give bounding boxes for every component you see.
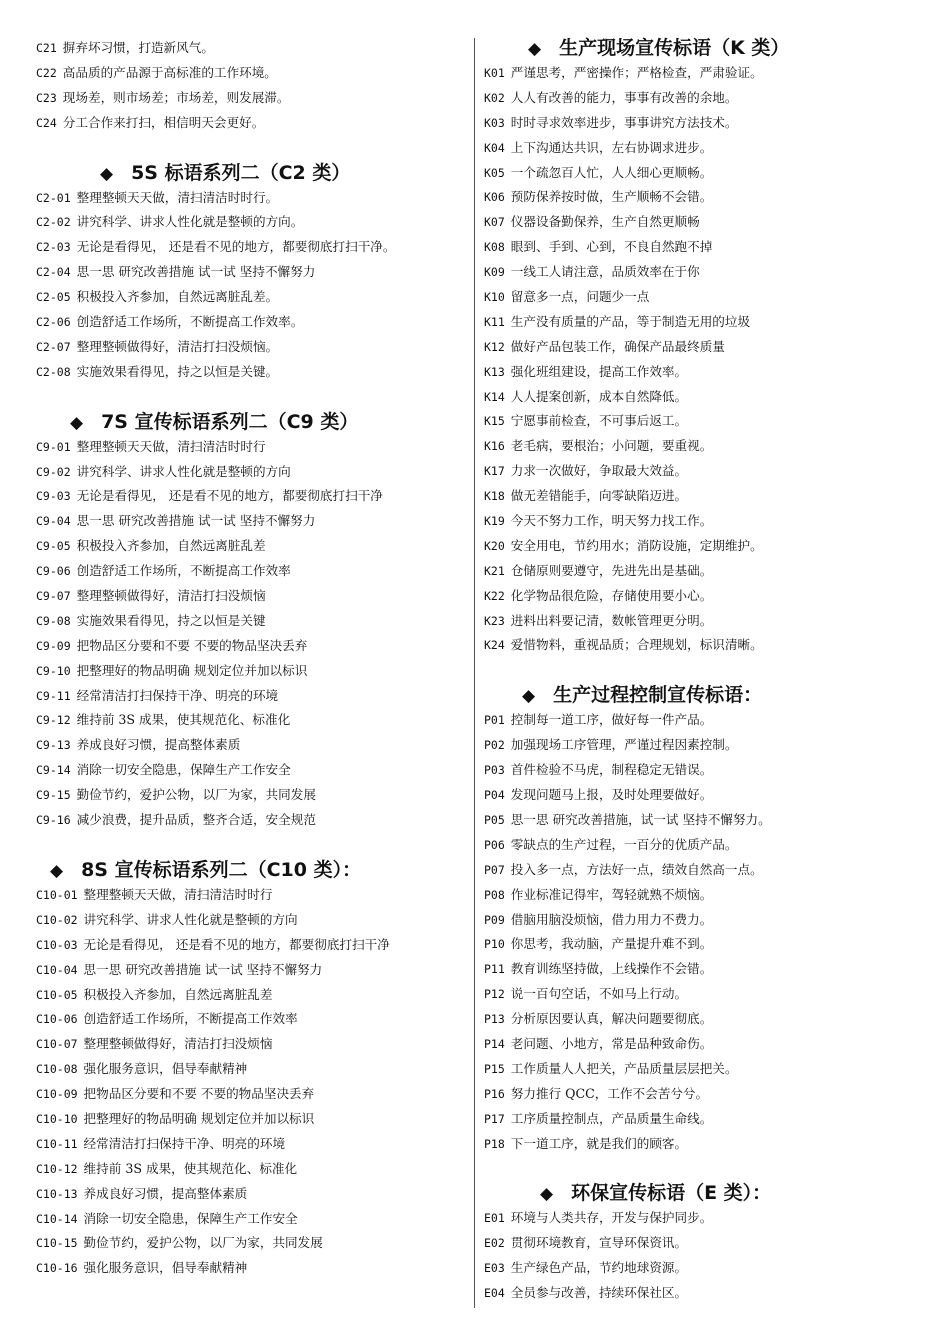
- slogan-text: 思一思 研究改善措施 试一试 坚持不懈努力: [83, 961, 323, 977]
- slogan-text: 维持前 3S 成果，使其规范化、标准化: [83, 1160, 298, 1176]
- slogan-text: 一个疏忽百人忙，人人细心更顺畅。: [510, 164, 713, 180]
- slogan-code: C2-01: [36, 190, 71, 205]
- slogan-code: C22: [36, 65, 57, 80]
- slogan-code: C23: [36, 90, 57, 105]
- slogan-text: 时时寻求效率进步，事事讲究方法技术。: [510, 114, 738, 130]
- slogan-code: K02: [484, 90, 505, 105]
- slogan-code: P15: [484, 1061, 505, 1076]
- diamond-bullet-icon: ◆: [540, 1184, 554, 1205]
- slogan-code: K13: [484, 364, 505, 379]
- slogan-item: [484, 1082, 924, 1107]
- slogan-item: [36, 883, 466, 908]
- slogan-code: K09: [484, 265, 505, 280]
- slogan-item: [36, 958, 466, 983]
- slogan-text: 生产绿色产品，节约地球资源。: [510, 1260, 688, 1276]
- slogan-item: [484, 758, 924, 783]
- section-heading: [36, 858, 466, 883]
- slogan-code: P18: [484, 1136, 505, 1151]
- slogan-code: K16: [484, 439, 505, 454]
- slogan-item: [484, 733, 924, 758]
- slogan-code: C9-03: [36, 489, 71, 504]
- slogan-item: [484, 609, 924, 634]
- slogan-code: K06: [484, 190, 505, 205]
- slogan-item: [36, 210, 466, 235]
- slogan-text: 严谨思考，严密操作；严格检查，严肃验证。: [510, 65, 763, 80]
- slogan-item: [36, 260, 466, 285]
- slogan-item: [36, 534, 466, 559]
- slogan-text: 作业标准记得牢，驾轻就熟不烦恼。: [510, 886, 713, 902]
- slogan-code: K15: [484, 414, 505, 429]
- slogan-text: 养成良好习惯，提高整体素质: [83, 1185, 248, 1201]
- slogan-code: P07: [484, 862, 505, 877]
- slogan-item: [484, 285, 924, 310]
- slogan-text: 努力推行 QCC，工作不会苦兮兮。: [510, 1085, 709, 1101]
- slogan-code: P08: [484, 887, 505, 902]
- slogan-text: 积极投入齐参加，自然远离脏乱差: [83, 986, 273, 1002]
- slogan-code: P14: [484, 1036, 505, 1051]
- slogan-code: C24: [36, 115, 57, 130]
- slogan-item: [484, 1256, 924, 1281]
- slogan-text: 勤俭节约，爱护公物，以厂为家，共同发展: [76, 787, 316, 803]
- section-heading-text: 7S 宣传标语系列二（C9 类）: [101, 410, 359, 433]
- slogan-text: 讲究科学、讲求人性化就是整顿的方向。: [76, 214, 304, 230]
- slogan-item: [484, 210, 924, 235]
- slogan-text: 整理整顿天天做，清扫清洁时时行: [83, 886, 273, 902]
- slogan-code: K21: [484, 563, 505, 578]
- slogan-text: 整理整顿天天做，清扫清洁时时行。: [76, 189, 279, 205]
- section-gap: [36, 385, 466, 410]
- slogan-text: 爱惜物料，重视品质；合理规划，标识清晰。: [510, 637, 763, 653]
- slogan-item: [36, 310, 466, 335]
- slogan-text: 创造舒适工作场所，不断提高工作效率: [83, 1011, 298, 1027]
- slogan-item: [36, 235, 466, 260]
- slogan-code: C10-14: [36, 1211, 78, 1226]
- slogan-code: C9-06: [36, 564, 71, 579]
- slogan-text: 仓储原则要遵守，先进先出是基础。: [510, 562, 713, 578]
- right-column: [484, 36, 924, 1306]
- slogan-text: 经常清洁打扫保持干净、明亮的环境: [76, 687, 279, 703]
- slogan-code: P11: [484, 962, 505, 977]
- slogan-code: C10-07: [36, 1037, 78, 1052]
- slogan-text: 下一道工序，就是我们的顾客。: [510, 1135, 688, 1151]
- slogan-item: [36, 484, 466, 509]
- slogan-code: C9-08: [36, 613, 71, 628]
- slogan-item: [36, 435, 466, 460]
- slogan-text: 一线工人请注意，品质效率在于你: [510, 264, 700, 280]
- slogan-item: [36, 1057, 466, 1082]
- slogan-item: [484, 1032, 924, 1057]
- slogan-code: P04: [484, 788, 505, 803]
- slogan-code: P12: [484, 987, 505, 1002]
- slogan-code: C9-04: [36, 514, 71, 529]
- slogan-item: [36, 1231, 466, 1256]
- slogan-item: [484, 584, 924, 609]
- slogan-code: P10: [484, 937, 505, 952]
- section-gap: [36, 136, 466, 161]
- slogan-code: C10-16: [36, 1261, 78, 1276]
- slogan-item: [36, 1132, 466, 1157]
- slogan-text: 上下沟通达共识，左右协调求进步。: [510, 139, 713, 155]
- slogan-item: [36, 758, 466, 783]
- slogan-code: K05: [484, 165, 505, 180]
- slogan-code: C10-08: [36, 1062, 78, 1077]
- slogan-code: K18: [484, 489, 505, 504]
- slogan-item: [484, 360, 924, 385]
- slogan-item: [484, 161, 924, 186]
- slogan-text: 经常清洁打扫保持干净、明亮的环境: [83, 1135, 286, 1151]
- slogan-item: [484, 434, 924, 459]
- slogan-code: C10-03: [36, 937, 78, 952]
- slogan-item: [36, 609, 466, 634]
- slogan-item: [484, 1107, 924, 1132]
- slogan-code: E04: [484, 1286, 505, 1301]
- slogan-text: 借脑用脑没烦恼，借力用力不费力。: [510, 911, 713, 927]
- slogan-text: 把整理好的物品明确 规划定位并加以标识: [76, 662, 308, 678]
- slogan-text: 积极投入齐参加，自然远离脏乱差: [76, 538, 266, 554]
- slogan-item: [484, 1231, 924, 1256]
- section-heading: [484, 36, 924, 61]
- section-heading-text: 8S 宣传标语系列二（C10 类）：: [81, 858, 362, 881]
- slogan-text: 讲究科学、讲求人性化就是整顿的方向: [76, 463, 291, 479]
- slogan-item: [36, 111, 466, 136]
- slogan-text: 把整理好的物品明确 规划定位并加以标识: [83, 1110, 315, 1126]
- slogan-code: C9-15: [36, 788, 71, 803]
- slogan-code: C10-10: [36, 1111, 78, 1126]
- slogan-item: [36, 1032, 466, 1057]
- slogan-text: 创造舒适工作场所，不断提高工作效率。: [76, 314, 304, 330]
- slogan-item: [36, 335, 466, 360]
- slogan-item: [36, 634, 466, 659]
- slogan-item: [36, 1107, 466, 1132]
- slogan-item: [484, 86, 924, 111]
- slogan-item: [36, 509, 466, 534]
- slogan-text: 全员参与改善，持续环保社区。: [510, 1285, 688, 1301]
- slogan-text: 创造舒适工作场所，不断提高工作效率: [76, 563, 291, 579]
- slogan-item: [484, 185, 924, 210]
- slogan-code: C9-10: [36, 663, 71, 678]
- slogan-code: C2-02: [36, 215, 71, 230]
- slogan-text: 勤俭节约，爱护公物，以厂为家，共同发展: [83, 1235, 323, 1251]
- slogan-code: C10-13: [36, 1186, 78, 1201]
- slogan-text: 整理整顿做得好，清洁打扫没烦恼: [76, 588, 266, 604]
- slogan-text: 无论是看得见， 还是看不见的地方，都要彻底打扫干净。: [76, 239, 396, 255]
- slogan-text: 说一百句空话，不如马上行动。: [510, 986, 688, 1002]
- slogan-text: 做无差错能手，向零缺陷迈进。: [510, 488, 688, 504]
- slogan-text: 老问题、小地方，常是品种致命伤。: [510, 1035, 713, 1051]
- slogan-code: C2-07: [36, 339, 71, 354]
- slogan-item: [36, 460, 466, 485]
- slogan-code: P03: [484, 763, 505, 778]
- slogan-code: C9-13: [36, 738, 71, 753]
- slogan-item: [484, 932, 924, 957]
- slogan-code: K11: [484, 314, 505, 329]
- slogan-text: 强化服务意识，倡导奉献精神: [83, 1260, 248, 1276]
- slogan-item: [484, 1206, 924, 1231]
- slogan-item: [36, 659, 466, 684]
- slogan-text: 首件检验不马虎，制程稳定无错误。: [510, 762, 713, 778]
- section-heading-text: 环保宣传标语（E 类）：: [571, 1182, 772, 1205]
- slogan-item: [484, 385, 924, 410]
- slogan-text: 思一思 研究改善措施 试一试 坚持不懈努力: [76, 513, 316, 529]
- slogan-item: [484, 982, 924, 1007]
- slogan-item: [36, 933, 466, 958]
- slogan-text: 消除一切安全隐患，保障生产工作安全: [83, 1210, 298, 1226]
- slogan-text: 把物品区分要和不要 不要的物品坚决丢弃: [83, 1086, 315, 1102]
- slogan-item: [484, 1132, 924, 1157]
- slogan-item: [36, 733, 466, 758]
- section-heading: [36, 410, 466, 435]
- slogan-code: K17: [484, 464, 505, 479]
- slogan-item: [484, 335, 924, 360]
- slogan-code: P02: [484, 738, 505, 753]
- slogan-text: 今天不努力工作，明天努力找工作。: [510, 513, 713, 529]
- slogan-code: C10-15: [36, 1236, 78, 1251]
- slogan-text: 强化服务意识，倡导奉献精神: [83, 1061, 248, 1077]
- slogan-text: 零缺点的生产过程，一百分的优质产品。: [510, 836, 738, 852]
- slogan-item: [36, 61, 466, 86]
- slogan-text: 仪器设备勤保养，生产自然更顺畅: [510, 214, 700, 230]
- slogan-item: [484, 883, 924, 908]
- slogan-item: [484, 484, 924, 509]
- slogan-text: 力求一次做好，争取最大效益。: [510, 463, 688, 479]
- slogan-code: C10-11: [36, 1136, 78, 1151]
- slogan-item: [36, 1007, 466, 1032]
- slogan-code: C9-11: [36, 688, 71, 703]
- slogan-item: [484, 633, 924, 658]
- slogan-item: [484, 783, 924, 808]
- slogan-item: [484, 1007, 924, 1032]
- slogan-code: E01: [484, 1211, 505, 1226]
- slogan-text: 思一思 研究改善措施 试一试 坚持不懈努力: [76, 264, 316, 280]
- slogan-code: K14: [484, 389, 505, 404]
- slogan-code: K23: [484, 613, 505, 628]
- slogan-text: 无论是看得见， 还是看不见的地方，都要彻底打扫干净: [83, 936, 390, 952]
- slogan-code: C9-16: [36, 813, 71, 828]
- slogan-text: 眼到、手到、心到，不良自然跑不掉: [510, 239, 713, 255]
- slogan-item: [36, 285, 466, 310]
- slogan-item: [36, 908, 466, 933]
- slogan-code: K12: [484, 339, 505, 354]
- slogan-item: [484, 260, 924, 285]
- slogan-item: [484, 858, 924, 883]
- slogan-text: 分工合作来打扫，相信明天会更好。: [62, 114, 265, 130]
- slogan-text: 维持前 3S 成果，使其规范化、标准化: [76, 712, 291, 728]
- slogan-text: 教育训练坚持做，上线操作不会错。: [510, 961, 713, 977]
- slogan-code: C21: [36, 41, 57, 55]
- diamond-bullet-icon: ◆: [522, 686, 536, 707]
- slogan-item: [36, 684, 466, 709]
- slogan-code: E03: [484, 1261, 505, 1276]
- slogan-text: 分析原因要认真，解决问题要彻底。: [510, 1011, 713, 1027]
- slogan-item: [484, 235, 924, 260]
- section-heading: [36, 161, 466, 186]
- slogan-item: [36, 1182, 466, 1207]
- slogan-code: P01: [484, 713, 505, 728]
- slogan-code: K03: [484, 115, 505, 130]
- slogan-text: 人人提案创新，成本自然降低。: [510, 388, 688, 404]
- slogan-item: [484, 136, 924, 161]
- slogan-text: 化学物品很危险，存储使用要小心。: [510, 587, 713, 603]
- slogan-text: 实施效果看得见，持之以恒是关键。: [76, 363, 279, 379]
- slogan-item: [36, 584, 466, 609]
- slogan-item: [484, 833, 924, 858]
- diamond-bullet-icon: ◆: [528, 39, 542, 59]
- section-heading-text: 5S 标语系列二（C2 类）: [131, 161, 351, 184]
- slogan-text: 整理整顿做得好，清洁打扫没烦恼。: [76, 338, 279, 354]
- slogan-code: C9-07: [36, 589, 71, 604]
- slogan-item: [484, 409, 924, 434]
- slogan-text: 思一思 研究改善措施，试一试 坚持不懈努力。: [510, 811, 771, 827]
- slogan-code: C2-05: [36, 290, 71, 305]
- section-heading: [484, 683, 924, 708]
- slogan-item: [484, 111, 924, 136]
- slogan-code: C10-12: [36, 1161, 78, 1176]
- slogan-code: C10-02: [36, 912, 78, 927]
- section-gap: [484, 658, 924, 683]
- slogan-item: [36, 186, 466, 211]
- slogan-item: [484, 509, 924, 534]
- slogan-item: [484, 61, 924, 86]
- slogan-item: [484, 708, 924, 733]
- slogan-code: C10-06: [36, 1012, 78, 1027]
- slogan-item: [484, 1281, 924, 1306]
- slogan-code: C2-06: [36, 315, 71, 330]
- section-heading-text: 生产过程控制宣传标语：: [553, 684, 763, 707]
- slogan-text: 摒弃坏习惯，打造新风气。: [62, 40, 214, 55]
- slogan-code: C2-03: [36, 240, 71, 255]
- slogan-text: 现场差，则市场差；市场差，则发展滞。: [62, 89, 290, 105]
- slogan-text: 留意多一点，问题少一点: [510, 289, 650, 305]
- slogan-code: K20: [484, 538, 505, 553]
- slogan-text: 工序质量控制点，产品质量生命线。: [510, 1110, 713, 1126]
- slogan-code: P09: [484, 912, 505, 927]
- slogan-item: [484, 559, 924, 584]
- slogan-text: 进料出料要记清，数帐管理更分明。: [510, 612, 713, 628]
- slogan-text: 你思考，我动脑，产量提升难不到。: [510, 936, 713, 952]
- slogan-code: K08: [484, 240, 505, 255]
- slogan-text: 养成良好习惯，提高整体素质: [76, 737, 241, 753]
- slogan-text: 加强现场工序管理，严谨过程因素控制。: [510, 737, 738, 753]
- section-heading-text: 生产现场宣传标语（K 类）: [559, 37, 790, 59]
- slogan-code: P16: [484, 1086, 505, 1101]
- slogan-text: 整理整顿天天做，清扫清洁时时行: [76, 438, 266, 454]
- slogan-code: K07: [484, 215, 505, 230]
- slogan-item: [36, 360, 466, 385]
- slogan-text: 强化班组建设，提高工作效率。: [510, 363, 688, 379]
- slogan-text: 预防保养按时做，生产顺畅不会错。: [510, 189, 713, 205]
- slogan-text: 投入多一点，方法好一点，绩效自然高一点。: [510, 861, 763, 877]
- slogan-text: 贯彻环境教育，宣导环保资讯。: [510, 1235, 688, 1251]
- slogan-code: C10-01: [36, 887, 78, 902]
- slogan-item: [36, 1256, 466, 1281]
- slogan-item: [36, 36, 466, 61]
- slogan-code: K19: [484, 514, 505, 529]
- slogan-item: [484, 459, 924, 484]
- slogan-code: P13: [484, 1012, 505, 1027]
- slogan-text: 发现问题马上报，及时处理要做好。: [510, 787, 713, 803]
- slogan-item: [484, 534, 924, 559]
- slogan-item: [484, 1057, 924, 1082]
- slogan-text: 人人有改善的能力，事事有改善的余地。: [510, 89, 738, 105]
- diamond-bullet-icon: ◆: [100, 163, 114, 184]
- left-column: [36, 36, 466, 1281]
- slogan-item: [36, 1207, 466, 1232]
- slogan-text: 讲究科学、讲求人性化就是整顿的方向: [83, 911, 298, 927]
- section-gap: [484, 1156, 924, 1181]
- slogan-text: 工作质量人人把关，产品质量层层把关。: [510, 1060, 738, 1076]
- slogan-text: 控制每一道工序，做好每一件产品。: [510, 712, 713, 728]
- slogan-code: C10-05: [36, 987, 78, 1002]
- section-heading: [484, 1181, 924, 1206]
- diamond-bullet-icon: ◆: [70, 412, 84, 433]
- slogan-code: C9-12: [36, 713, 71, 728]
- slogan-code: C10-04: [36, 962, 78, 977]
- slogan-item: [484, 908, 924, 933]
- slogan-text: 安全用电，节约用水；消防设施，定期维护。: [510, 537, 763, 553]
- column-divider: [474, 38, 475, 1308]
- slogan-code: K10: [484, 290, 505, 305]
- slogan-code: C2-08: [36, 364, 71, 379]
- slogan-code: C9-02: [36, 464, 71, 479]
- slogan-code: K22: [484, 588, 505, 603]
- slogan-text: 消除一切安全隐患，保障生产工作安全: [76, 762, 291, 778]
- slogan-item: [484, 808, 924, 833]
- slogan-item: [36, 783, 466, 808]
- slogan-item: [484, 957, 924, 982]
- slogan-code: K04: [484, 140, 505, 155]
- slogan-code: P17: [484, 1111, 505, 1126]
- slogan-text: 把物品区分要和不要 不要的物品坚决丢弃: [76, 637, 308, 653]
- slogan-text: 整理整顿做得好，清洁打扫没烦恼: [83, 1036, 273, 1052]
- slogan-text: 实施效果看得见，持之以恒是关键: [76, 612, 266, 628]
- slogan-text: 积极投入齐参加，自然远离脏乱差。: [76, 289, 279, 305]
- slogan-item: [36, 559, 466, 584]
- slogan-code: C10-09: [36, 1087, 78, 1102]
- slogan-text: 减少浪费，提升品质，整齐合适，安全规范: [76, 812, 316, 828]
- section-gap: [36, 833, 466, 858]
- slogan-item: [36, 708, 466, 733]
- slogan-item: [36, 86, 466, 111]
- slogan-code: C9-01: [36, 439, 71, 454]
- slogan-code: K24: [484, 638, 505, 653]
- slogan-item: [36, 1157, 466, 1182]
- diamond-bullet-icon: ◆: [50, 860, 64, 881]
- slogan-text: 环境与人类共存，开发与保护同步。: [510, 1210, 713, 1226]
- slogan-code: K01: [484, 66, 505, 80]
- slogan-text: 宁愿事前检查，不可事后返工。: [510, 413, 688, 429]
- slogan-code: P06: [484, 837, 505, 852]
- slogan-text: 做好产品包装工作，确保产品最终质量: [510, 338, 725, 354]
- slogan-code: C9-14: [36, 763, 71, 778]
- slogan-item: [36, 1082, 466, 1107]
- slogan-code: C2-04: [36, 265, 71, 280]
- slogan-text: 老毛病，要根治；小问题，要重视。: [510, 438, 713, 454]
- slogan-code: C9-09: [36, 638, 71, 653]
- slogan-text: 高品质的产品源于高标准的工作环境。: [62, 64, 277, 80]
- slogan-code: P05: [484, 812, 505, 827]
- slogan-text: 无论是看得见， 还是看不见的地方，都要彻底打扫干净: [76, 488, 383, 504]
- slogan-code: C9-05: [36, 539, 71, 554]
- slogan-item: [484, 310, 924, 335]
- slogan-code: E02: [484, 1236, 505, 1251]
- slogan-text: 生产没有质量的产品，等于制造无用的垃圾: [510, 313, 751, 329]
- slogan-item: [36, 808, 466, 833]
- slogan-item: [36, 983, 466, 1008]
